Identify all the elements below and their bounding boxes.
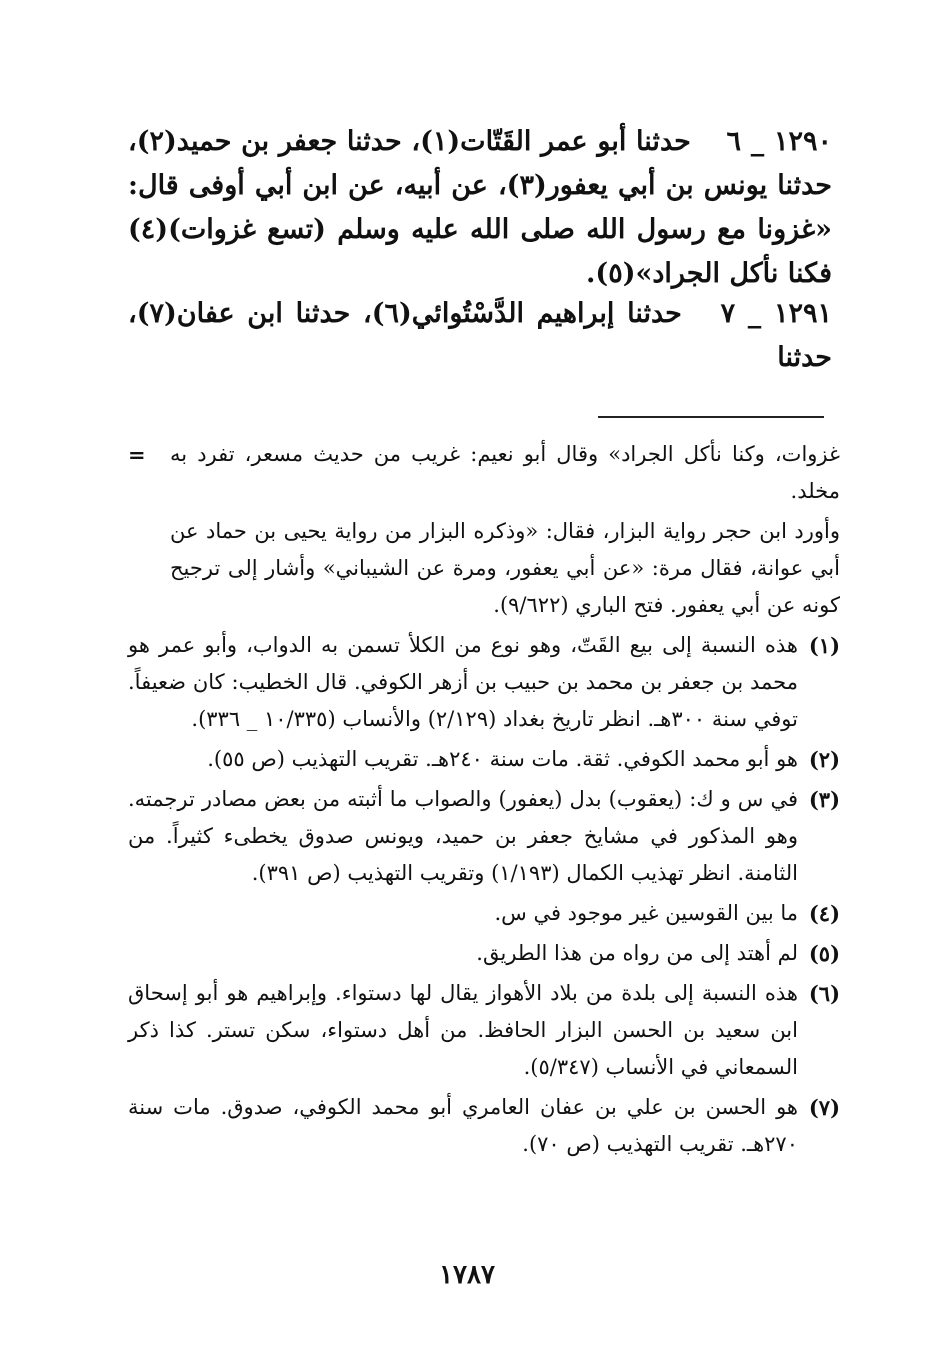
continuation-mark: = — [128, 442, 146, 467]
footnote-1 — [128, 627, 840, 738]
footnote-text: هو الحسن بن علي بن عفان العامري أبو محمد الكوفي، صدوق. مات سنة ٢٧٠هـ. تقريب التهذيب (ص ٧٠). — [128, 1095, 798, 1156]
footnote-text: هذه النسبة إلى بلدة من بلاد الأهواز يقال لها دستواء. وإبراهيم هو أبو إسحاق ابن سعيد بن الحسن البزار الحافظ. من أهل دستواء، سكن تستر. كذا ذكر السمعاني في الأنساب (٥/٣٤٧). — [128, 981, 798, 1079]
footnote-number: (٣) — [808, 787, 840, 812]
footnote-text: لم أهتد إلى من رواه من هذا الطريق. — [476, 941, 798, 965]
footnote-5 — [128, 935, 840, 972]
footnote-2 — [128, 741, 840, 778]
footnote-6 — [128, 975, 840, 1086]
footnote-number: (٦) — [808, 981, 840, 1006]
footnote-continuation-para2: وأورد ابن حجر رواية البزار، فقال: «وذكره البزار من رواية يحيى بن حماد عن أبي عوانة، فقال مرة: «عن أبي يعفور، ومرة عن الشيباني» وأشار إلى ترجيح كونه عن أبي يعفور. فتح الباري (٩/٦٢٢). — [170, 519, 840, 617]
footnote-number: (٥) — [808, 941, 840, 966]
footnote-separator — [598, 416, 824, 418]
footnote-continuation — [128, 436, 840, 510]
hadith-text: حدثنا إبراهيم الدَّسْتُوائي(٦)، حدثنا ابن عفان(٧)، حدثنا — [128, 298, 832, 373]
footnote-text: في س و ك: (يعقوب) بدل (يعفور) والصواب ما أثبته من بعض مصادر ترجمته. وهو المذكور في مشايخ جعفر بن حميد، ويونس صدوق يخطىء كثيراً. من الثامنة. انظر تهذيب الكمال (١/١٩٣) وتقريب التهذيب (ص ٣٩١). — [128, 787, 798, 885]
footnote-number: (٤) — [808, 901, 840, 926]
hadith-1291 — [128, 292, 832, 380]
hadith-number: ١٢٩٠ _ ٦ — [726, 126, 832, 157]
footnote-7 — [128, 1089, 840, 1163]
hadith-text: حدثنا أبو عمر القَتّات(١)، حدثنا جعفر بن حميد(٢)، حدثنا يونس بن أبي يعفور(٣)، عن أبيه، عن ابن أبي أوفى قال: «غزونا مع رسول الله صلى الله عليه وسلم (تسع غزوات)(٤) فكنا نأكل الجراد»(٥). — [128, 126, 832, 289]
footnote-continuation-text: غزوات، وكنا نأكل الجراد» وقال أبو نعيم: غريب من حديث مسعر، تفرد به مخلد. — [170, 442, 840, 503]
footnote-3 — [128, 781, 840, 892]
footnote-number: (٢) — [808, 747, 840, 772]
hadith-number: ١٢٩١ _ ٧ — [720, 298, 832, 329]
page-number: ١٧٨٧ — [439, 1260, 495, 1290]
footnote-4 — [128, 895, 840, 932]
footnote-text: ما بين القوسين غير موجود في س. — [494, 901, 798, 925]
footnote-text: هذه النسبة إلى بيع القَتّ، وهو نوع من الكلأ تسمن به الدواب، وأبو عمر هو محمد بن جعفر بن محمد بن حبيب بن أزهر الكوفي. قال الخطيب: كان ضعيفاً. توفي سنة ٣٠٠هـ. انظر تاريخ بغداد (٢/١٢٩) والأنساب (١٠/٣٣٥ _ ٣٣٦). — [128, 633, 798, 731]
footnote-number: (٧) — [808, 1095, 840, 1120]
footnote-text: هو أبو محمد الكوفي. ثقة. مات سنة ٢٤٠هـ. تقريب التهذيب (ص ٥٥). — [207, 747, 798, 771]
hadith-1290 — [128, 120, 832, 296]
footnotes — [128, 436, 840, 1166]
footnote-number: (١) — [808, 633, 840, 658]
